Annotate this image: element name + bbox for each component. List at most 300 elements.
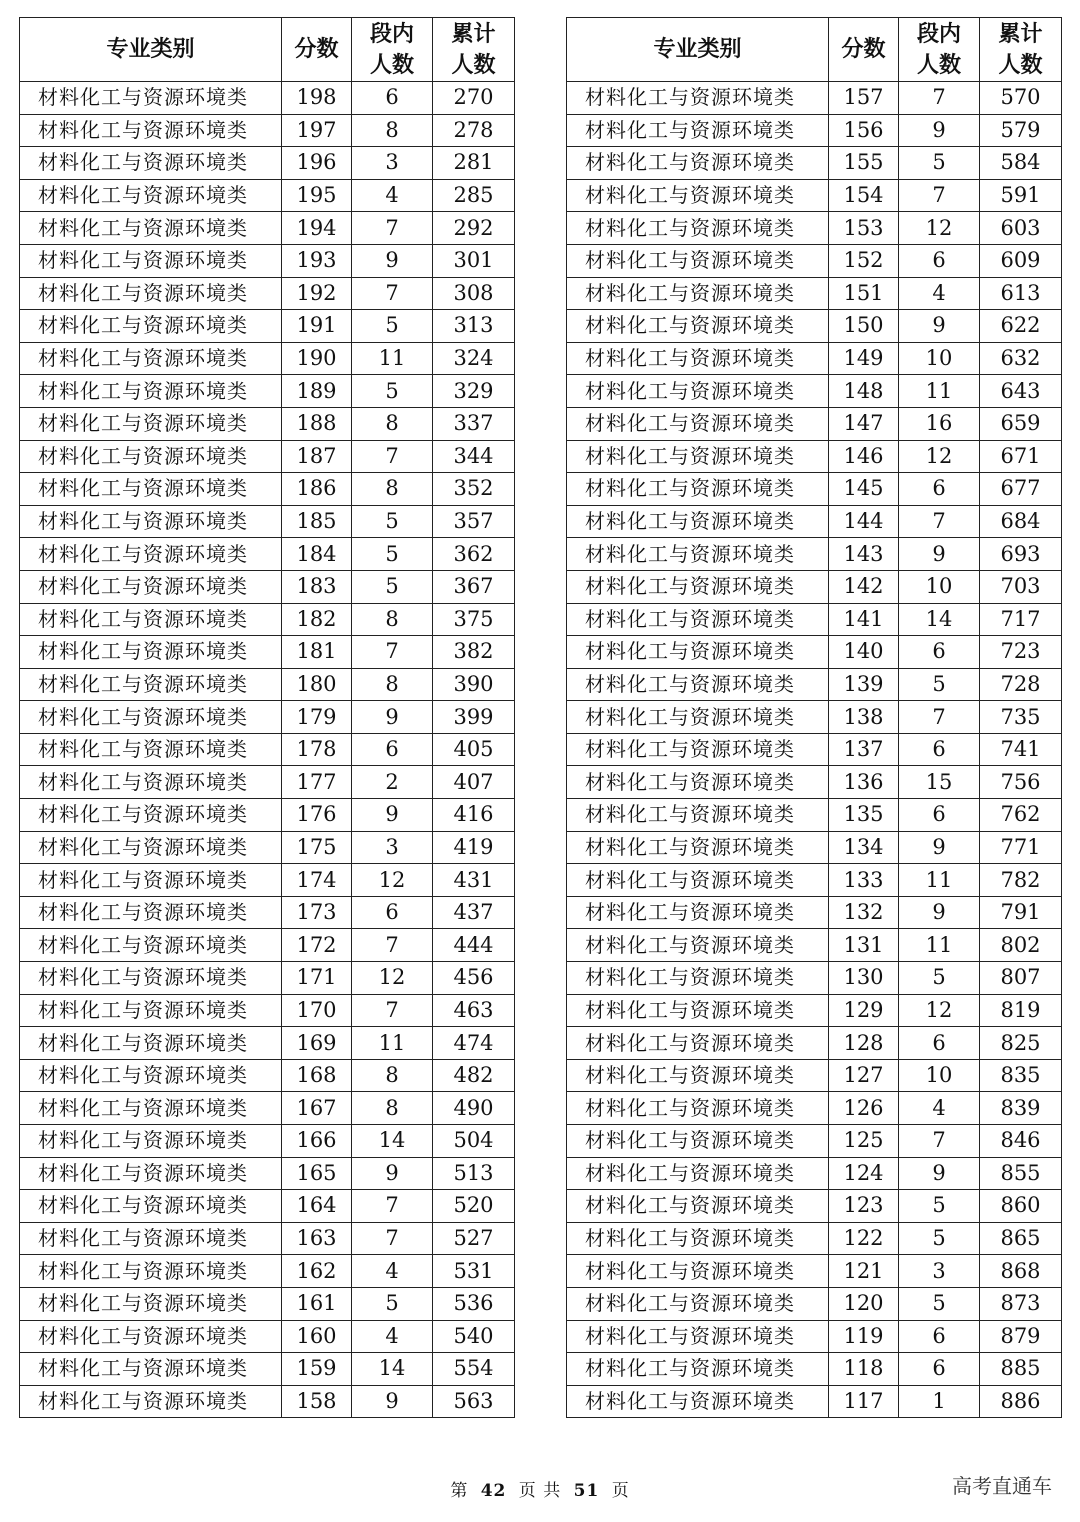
table-row bbox=[567, 505, 1062, 538]
cell-category: 材料化工与资源环境类 bbox=[567, 114, 829, 147]
cell-segment-count: 12 bbox=[899, 440, 980, 473]
cell-score: 192 bbox=[282, 277, 352, 310]
cell-segment-count: 11 bbox=[899, 375, 980, 408]
table-row bbox=[567, 179, 1062, 212]
cell-category: 材料化工与资源环境类 bbox=[567, 1092, 829, 1125]
cell-cumulative-count: 791 bbox=[980, 896, 1062, 929]
cell-cumulative-count: 846 bbox=[980, 1125, 1062, 1158]
cell-segment-count: 14 bbox=[352, 1125, 433, 1158]
cell-cumulative-count: 771 bbox=[980, 831, 1062, 864]
cell-score: 154 bbox=[829, 179, 899, 212]
table-row bbox=[20, 831, 515, 864]
cell-cumulative-count: 536 bbox=[433, 1287, 515, 1320]
cell-category: 材料化工与资源环境类 bbox=[567, 799, 829, 832]
cell-score: 164 bbox=[282, 1190, 352, 1223]
table-row bbox=[567, 1353, 1062, 1386]
cell-category: 材料化工与资源环境类 bbox=[20, 1157, 282, 1190]
table-row bbox=[20, 929, 515, 962]
cell-cumulative-count: 463 bbox=[433, 994, 515, 1027]
cell-cumulative-count: 270 bbox=[433, 82, 515, 115]
cell-score: 155 bbox=[829, 147, 899, 180]
cell-segment-count: 6 bbox=[352, 896, 433, 929]
cell-score: 175 bbox=[282, 831, 352, 864]
cell-segment-count: 6 bbox=[899, 1320, 980, 1353]
table-row bbox=[20, 114, 515, 147]
table-row bbox=[567, 310, 1062, 343]
cell-category: 材料化工与资源环境类 bbox=[20, 799, 282, 832]
cell-category: 材料化工与资源环境类 bbox=[20, 929, 282, 962]
cell-score: 152 bbox=[829, 244, 899, 277]
cell-segment-count: 7 bbox=[899, 1125, 980, 1158]
cell-category: 材料化工与资源环境类 bbox=[20, 570, 282, 603]
cell-cumulative-count: 490 bbox=[433, 1092, 515, 1125]
cell-score: 186 bbox=[282, 473, 352, 506]
cell-category: 材料化工与资源环境类 bbox=[20, 1092, 282, 1125]
cell-cumulative-count: 563 bbox=[433, 1385, 515, 1418]
cell-cumulative-count: 416 bbox=[433, 799, 515, 832]
cell-score: 119 bbox=[829, 1320, 899, 1353]
cell-score: 188 bbox=[282, 407, 352, 440]
cell-category: 材料化工与资源环境类 bbox=[20, 766, 282, 799]
cell-category: 材料化工与资源环境类 bbox=[567, 1059, 829, 1092]
cell-segment-count: 7 bbox=[352, 212, 433, 245]
cell-cumulative-count: 671 bbox=[980, 440, 1062, 473]
footer-prefix: 第 bbox=[450, 1481, 469, 1501]
cell-category: 材料化工与资源环境类 bbox=[20, 994, 282, 1027]
cell-segment-count: 5 bbox=[352, 310, 433, 343]
cell-score: 178 bbox=[282, 733, 352, 766]
cell-segment-count: 12 bbox=[899, 212, 980, 245]
cell-category: 材料化工与资源环境类 bbox=[567, 636, 829, 669]
table-row bbox=[567, 147, 1062, 180]
cell-cumulative-count: 855 bbox=[980, 1157, 1062, 1190]
cell-score: 158 bbox=[282, 1385, 352, 1418]
cell-score: 146 bbox=[829, 440, 899, 473]
cell-score: 132 bbox=[829, 896, 899, 929]
cell-score: 156 bbox=[829, 114, 899, 147]
cell-cumulative-count: 622 bbox=[980, 310, 1062, 343]
cell-category: 材料化工与资源环境类 bbox=[567, 701, 829, 734]
table-row bbox=[567, 1092, 1062, 1125]
cell-segment-count: 12 bbox=[352, 962, 433, 995]
cell-category: 材料化工与资源环境类 bbox=[20, 375, 282, 408]
cell-segment-count: 9 bbox=[899, 310, 980, 343]
cell-category: 材料化工与资源环境类 bbox=[567, 766, 829, 799]
cell-score: 177 bbox=[282, 766, 352, 799]
cell-segment-count: 7 bbox=[352, 277, 433, 310]
cell-cumulative-count: 474 bbox=[433, 1027, 515, 1060]
cell-segment-count: 6 bbox=[899, 244, 980, 277]
cell-score: 197 bbox=[282, 114, 352, 147]
cell-cumulative-count: 344 bbox=[433, 440, 515, 473]
cell-category: 材料化工与资源环境类 bbox=[567, 538, 829, 571]
table-row bbox=[20, 147, 515, 180]
cell-category: 材料化工与资源环境类 bbox=[567, 473, 829, 506]
brand-label: 高考直通车 bbox=[952, 1474, 1052, 1498]
cell-score: 150 bbox=[829, 310, 899, 343]
cell-segment-count: 16 bbox=[899, 407, 980, 440]
cell-score: 184 bbox=[282, 538, 352, 571]
table-row bbox=[20, 1287, 515, 1320]
cell-cumulative-count: 717 bbox=[980, 603, 1062, 636]
cell-segment-count: 11 bbox=[352, 342, 433, 375]
table-row bbox=[20, 505, 515, 538]
cell-score: 148 bbox=[829, 375, 899, 408]
table-row bbox=[567, 82, 1062, 115]
cell-score: 121 bbox=[829, 1255, 899, 1288]
cell-category: 材料化工与资源环境类 bbox=[20, 1059, 282, 1092]
cell-score: 124 bbox=[829, 1157, 899, 1190]
table-row bbox=[20, 1353, 515, 1386]
cell-category: 材料化工与资源环境类 bbox=[20, 1125, 282, 1158]
cell-category: 材料化工与资源环境类 bbox=[567, 1027, 829, 1060]
cell-category: 材料化工与资源环境类 bbox=[567, 1320, 829, 1353]
cell-cumulative-count: 643 bbox=[980, 375, 1062, 408]
cell-score: 159 bbox=[282, 1353, 352, 1386]
cell-score: 145 bbox=[829, 473, 899, 506]
cell-score: 196 bbox=[282, 147, 352, 180]
cell-score: 133 bbox=[829, 864, 899, 897]
cell-score: 123 bbox=[829, 1190, 899, 1223]
cell-category: 材料化工与资源环境类 bbox=[20, 1385, 282, 1418]
cell-category: 材料化工与资源环境类 bbox=[567, 896, 829, 929]
cell-cumulative-count: 313 bbox=[433, 310, 515, 343]
cell-segment-count: 3 bbox=[352, 147, 433, 180]
cell-category: 材料化工与资源环境类 bbox=[20, 244, 282, 277]
cell-category: 材料化工与资源环境类 bbox=[20, 1027, 282, 1060]
cell-cumulative-count: 728 bbox=[980, 668, 1062, 701]
cell-segment-count: 8 bbox=[352, 1092, 433, 1125]
cell-category: 材料化工与资源环境类 bbox=[20, 636, 282, 669]
cell-cumulative-count: 684 bbox=[980, 505, 1062, 538]
table-row bbox=[20, 636, 515, 669]
cell-segment-count: 5 bbox=[899, 1190, 980, 1223]
cell-cumulative-count: 357 bbox=[433, 505, 515, 538]
cell-score: 149 bbox=[829, 342, 899, 375]
cell-segment-count: 9 bbox=[352, 799, 433, 832]
cell-score: 189 bbox=[282, 375, 352, 408]
cell-category: 材料化工与资源环境类 bbox=[567, 1287, 829, 1320]
cell-cumulative-count: 735 bbox=[980, 701, 1062, 734]
header-segment-count: 段内 人数 bbox=[352, 18, 433, 82]
table-row bbox=[567, 212, 1062, 245]
cell-segment-count: 8 bbox=[352, 668, 433, 701]
cell-category: 材料化工与资源环境类 bbox=[567, 733, 829, 766]
cell-score: 126 bbox=[829, 1092, 899, 1125]
cell-cumulative-count: 278 bbox=[433, 114, 515, 147]
cell-cumulative-count: 382 bbox=[433, 636, 515, 669]
cell-segment-count: 5 bbox=[352, 1287, 433, 1320]
table-row bbox=[567, 538, 1062, 571]
cell-segment-count: 5 bbox=[352, 505, 433, 538]
table-row bbox=[20, 962, 515, 995]
table-row bbox=[567, 603, 1062, 636]
table-row bbox=[20, 1190, 515, 1223]
table-row bbox=[567, 1320, 1062, 1353]
cell-segment-count: 5 bbox=[899, 962, 980, 995]
cell-category: 材料化工与资源环境类 bbox=[567, 570, 829, 603]
cell-segment-count: 7 bbox=[352, 636, 433, 669]
cell-segment-count: 3 bbox=[352, 831, 433, 864]
cell-cumulative-count: 352 bbox=[433, 473, 515, 506]
cell-score: 173 bbox=[282, 896, 352, 929]
cell-cumulative-count: 868 bbox=[980, 1255, 1062, 1288]
cell-cumulative-count: 879 bbox=[980, 1320, 1062, 1353]
table-body-left bbox=[20, 82, 515, 1418]
cell-score: 193 bbox=[282, 244, 352, 277]
cell-score: 151 bbox=[829, 277, 899, 310]
table-row bbox=[567, 831, 1062, 864]
table-row bbox=[567, 929, 1062, 962]
cell-segment-count: 7 bbox=[899, 701, 980, 734]
cell-segment-count: 4 bbox=[899, 277, 980, 310]
cell-segment-count: 9 bbox=[899, 1157, 980, 1190]
table-row bbox=[20, 994, 515, 1027]
cell-category: 材料化工与资源环境类 bbox=[567, 244, 829, 277]
cell-score: 198 bbox=[282, 82, 352, 115]
cell-cumulative-count: 308 bbox=[433, 277, 515, 310]
page-footer bbox=[0, 1476, 1080, 1501]
cell-score: 168 bbox=[282, 1059, 352, 1092]
cell-score: 130 bbox=[829, 962, 899, 995]
table-row bbox=[567, 342, 1062, 375]
cell-category: 材料化工与资源环境类 bbox=[20, 342, 282, 375]
cell-segment-count: 9 bbox=[352, 701, 433, 734]
table-row bbox=[567, 1190, 1062, 1223]
cell-score: 147 bbox=[829, 407, 899, 440]
cell-segment-count: 6 bbox=[899, 1027, 980, 1060]
cell-segment-count: 15 bbox=[899, 766, 980, 799]
table-header-row bbox=[567, 18, 1062, 82]
cell-score: 125 bbox=[829, 1125, 899, 1158]
cell-score: 170 bbox=[282, 994, 352, 1027]
table-row bbox=[20, 864, 515, 897]
cell-segment-count: 10 bbox=[899, 570, 980, 603]
table-row bbox=[20, 1157, 515, 1190]
cell-cumulative-count: 390 bbox=[433, 668, 515, 701]
cell-score: 157 bbox=[829, 82, 899, 115]
cell-cumulative-count: 860 bbox=[980, 1190, 1062, 1223]
cell-segment-count: 10 bbox=[899, 1059, 980, 1092]
cell-cumulative-count: 504 bbox=[433, 1125, 515, 1158]
table-row bbox=[20, 1385, 515, 1418]
table-row bbox=[567, 1125, 1062, 1158]
table-row bbox=[567, 440, 1062, 473]
cell-segment-count: 8 bbox=[352, 114, 433, 147]
cell-category: 材料化工与资源环境类 bbox=[567, 310, 829, 343]
cell-segment-count: 5 bbox=[899, 668, 980, 701]
cell-cumulative-count: 885 bbox=[980, 1353, 1062, 1386]
cell-cumulative-count: 659 bbox=[980, 407, 1062, 440]
cell-category: 材料化工与资源环境类 bbox=[567, 1385, 829, 1418]
header-cumulative-count: 累计 人数 bbox=[980, 18, 1062, 82]
cell-segment-count: 14 bbox=[352, 1353, 433, 1386]
table-row bbox=[20, 1125, 515, 1158]
cell-score: 142 bbox=[829, 570, 899, 603]
table-row bbox=[20, 668, 515, 701]
cell-category: 材料化工与资源环境类 bbox=[20, 277, 282, 310]
cell-cumulative-count: 825 bbox=[980, 1027, 1062, 1060]
cell-segment-count: 9 bbox=[899, 896, 980, 929]
table-row bbox=[567, 1255, 1062, 1288]
table-row bbox=[567, 668, 1062, 701]
cell-score: 153 bbox=[829, 212, 899, 245]
cell-cumulative-count: 405 bbox=[433, 733, 515, 766]
cell-segment-count: 9 bbox=[352, 1385, 433, 1418]
cell-category: 材料化工与资源环境类 bbox=[20, 1222, 282, 1255]
cell-cumulative-count: 301 bbox=[433, 244, 515, 277]
cell-category: 材料化工与资源环境类 bbox=[20, 440, 282, 473]
cell-cumulative-count: 609 bbox=[980, 244, 1062, 277]
cell-category: 材料化工与资源环境类 bbox=[567, 342, 829, 375]
table-row bbox=[567, 864, 1062, 897]
cell-cumulative-count: 367 bbox=[433, 570, 515, 603]
footer-page-number: 42 bbox=[480, 1481, 507, 1501]
cell-segment-count: 6 bbox=[352, 733, 433, 766]
cell-segment-count: 7 bbox=[352, 994, 433, 1027]
cell-cumulative-count: 723 bbox=[980, 636, 1062, 669]
cell-segment-count: 9 bbox=[899, 538, 980, 571]
cell-category: 材料化工与资源环境类 bbox=[20, 733, 282, 766]
cell-category: 材料化工与资源环境类 bbox=[567, 82, 829, 115]
cell-segment-count: 9 bbox=[352, 1157, 433, 1190]
cell-cumulative-count: 431 bbox=[433, 864, 515, 897]
cell-segment-count: 5 bbox=[899, 1222, 980, 1255]
cell-score: 117 bbox=[829, 1385, 899, 1418]
cell-segment-count: 11 bbox=[352, 1027, 433, 1060]
cell-cumulative-count: 873 bbox=[980, 1287, 1062, 1320]
cell-segment-count: 7 bbox=[352, 929, 433, 962]
cell-cumulative-count: 632 bbox=[980, 342, 1062, 375]
cell-cumulative-count: 419 bbox=[433, 831, 515, 864]
footer-suffix: 页 bbox=[611, 1481, 630, 1501]
cell-category: 材料化工与资源环境类 bbox=[567, 277, 829, 310]
table-row bbox=[567, 1222, 1062, 1255]
cell-score: 160 bbox=[282, 1320, 352, 1353]
cell-score: 194 bbox=[282, 212, 352, 245]
cell-category: 材料化工与资源环境类 bbox=[20, 668, 282, 701]
table-row bbox=[20, 896, 515, 929]
cell-category: 材料化工与资源环境类 bbox=[567, 603, 829, 636]
cell-score: 165 bbox=[282, 1157, 352, 1190]
table-row bbox=[567, 114, 1062, 147]
cell-score: 174 bbox=[282, 864, 352, 897]
cell-cumulative-count: 677 bbox=[980, 473, 1062, 506]
cell-cumulative-count: 437 bbox=[433, 896, 515, 929]
cell-cumulative-count: 456 bbox=[433, 962, 515, 995]
table-row bbox=[20, 570, 515, 603]
table-header-row bbox=[20, 18, 515, 82]
footer-middle: 页 共 bbox=[518, 1481, 562, 1501]
cell-category: 材料化工与资源环境类 bbox=[20, 1320, 282, 1353]
cell-score: 127 bbox=[829, 1059, 899, 1092]
cell-segment-count: 12 bbox=[899, 994, 980, 1027]
table-row bbox=[20, 1092, 515, 1125]
table-row bbox=[20, 1027, 515, 1060]
cell-score: 136 bbox=[829, 766, 899, 799]
cell-segment-count: 14 bbox=[899, 603, 980, 636]
cell-cumulative-count: 324 bbox=[433, 342, 515, 375]
table-row bbox=[567, 407, 1062, 440]
cell-category: 材料化工与资源环境类 bbox=[567, 212, 829, 245]
cell-score: 182 bbox=[282, 603, 352, 636]
table-row bbox=[20, 603, 515, 636]
cell-score: 169 bbox=[282, 1027, 352, 1060]
cell-segment-count: 9 bbox=[899, 831, 980, 864]
cell-category: 材料化工与资源环境类 bbox=[20, 147, 282, 180]
cell-score: 118 bbox=[829, 1353, 899, 1386]
table-row bbox=[20, 407, 515, 440]
table-row bbox=[20, 473, 515, 506]
table-row bbox=[567, 636, 1062, 669]
cell-cumulative-count: 292 bbox=[433, 212, 515, 245]
cell-category: 材料化工与资源环境类 bbox=[20, 1190, 282, 1223]
header-category: 专业类别 bbox=[20, 18, 282, 82]
cell-segment-count: 7 bbox=[899, 179, 980, 212]
table-row bbox=[20, 701, 515, 734]
cell-cumulative-count: 807 bbox=[980, 962, 1062, 995]
table-row bbox=[20, 766, 515, 799]
table-row bbox=[20, 1320, 515, 1353]
cell-score: 134 bbox=[829, 831, 899, 864]
cell-score: 187 bbox=[282, 440, 352, 473]
cell-cumulative-count: 782 bbox=[980, 864, 1062, 897]
table-row bbox=[20, 375, 515, 408]
cell-category: 材料化工与资源环境类 bbox=[567, 505, 829, 538]
cell-segment-count: 6 bbox=[899, 799, 980, 832]
cell-score: 171 bbox=[282, 962, 352, 995]
cell-segment-count: 8 bbox=[352, 1059, 433, 1092]
table-row bbox=[20, 1255, 515, 1288]
cell-score: 129 bbox=[829, 994, 899, 1027]
table-row bbox=[567, 994, 1062, 1027]
header-segment-count: 段内 人数 bbox=[899, 18, 980, 82]
table-row bbox=[567, 1059, 1062, 1092]
score-table-right bbox=[566, 17, 1062, 1418]
table-row bbox=[20, 1222, 515, 1255]
table-row bbox=[20, 538, 515, 571]
cell-category: 材料化工与资源环境类 bbox=[567, 929, 829, 962]
cell-segment-count: 6 bbox=[899, 636, 980, 669]
table-row bbox=[20, 212, 515, 245]
table-row bbox=[20, 244, 515, 277]
table-row bbox=[20, 733, 515, 766]
cell-segment-count: 1 bbox=[899, 1385, 980, 1418]
cell-category: 材料化工与资源环境类 bbox=[20, 701, 282, 734]
cell-score: 180 bbox=[282, 668, 352, 701]
cell-segment-count: 5 bbox=[899, 1287, 980, 1320]
table-row bbox=[20, 1059, 515, 1092]
cell-cumulative-count: 375 bbox=[433, 603, 515, 636]
table-row bbox=[567, 1157, 1062, 1190]
cell-cumulative-count: 531 bbox=[433, 1255, 515, 1288]
cell-score: 135 bbox=[829, 799, 899, 832]
cell-cumulative-count: 570 bbox=[980, 82, 1062, 115]
cell-segment-count: 9 bbox=[899, 114, 980, 147]
cell-category: 材料化工与资源环境类 bbox=[20, 538, 282, 571]
cell-category: 材料化工与资源环境类 bbox=[20, 82, 282, 115]
cell-category: 材料化工与资源环境类 bbox=[20, 212, 282, 245]
cell-score: 167 bbox=[282, 1092, 352, 1125]
cell-segment-count: 4 bbox=[352, 1320, 433, 1353]
table-row bbox=[567, 1385, 1062, 1418]
cell-cumulative-count: 886 bbox=[980, 1385, 1062, 1418]
table-row bbox=[567, 570, 1062, 603]
cell-cumulative-count: 520 bbox=[433, 1190, 515, 1223]
cell-cumulative-count: 613 bbox=[980, 277, 1062, 310]
cell-category: 材料化工与资源环境类 bbox=[567, 994, 829, 1027]
cell-cumulative-count: 527 bbox=[433, 1222, 515, 1255]
